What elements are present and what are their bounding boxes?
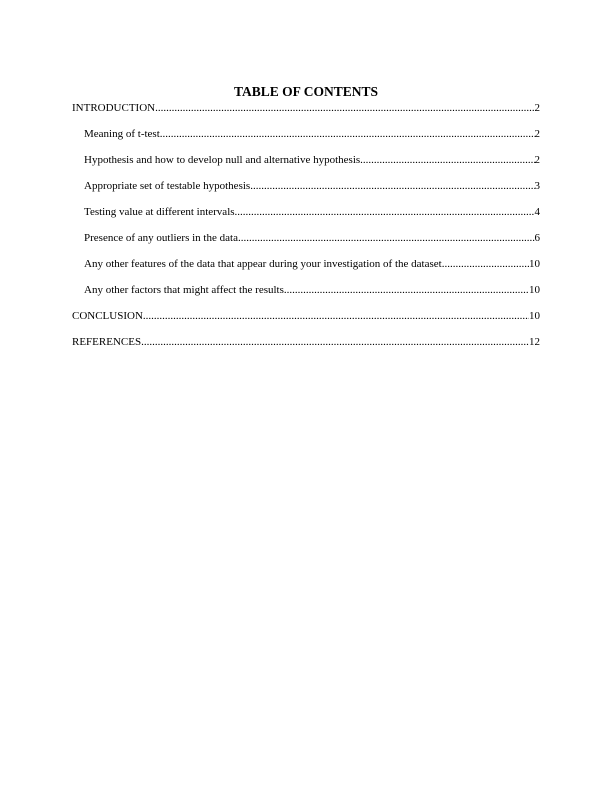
toc-entry-label: CONCLUSION — [72, 310, 143, 322]
toc-dot-leader — [250, 179, 534, 193]
toc-page-number: 10 — [529, 258, 540, 270]
toc-page-number: 2 — [534, 154, 540, 166]
toc-entry-conclusion[interactable] — [72, 309, 540, 335]
toc-dot-leader — [235, 205, 535, 219]
toc-entry-other-features[interactable] — [72, 257, 540, 283]
toc-entry-label: REFERENCES — [72, 336, 142, 348]
toc-page-number: 3 — [534, 180, 540, 192]
toc-title: TABLE OF CONTENTS — [233, 84, 379, 99]
toc-page-number: 2 — [534, 128, 540, 140]
toc-entry-meaning-of-t-test[interactable] — [72, 127, 540, 153]
toc-entry-label: Presence of any outliers in the data — [84, 232, 238, 244]
toc-dot-leader — [141, 335, 529, 349]
toc-entry-testing-value-intervals[interactable] — [72, 205, 540, 231]
toc-page-number: 10 — [529, 310, 540, 322]
toc-dot-leader — [160, 127, 535, 141]
toc-entry-label: Any other features of the data that appear during your investigation of the dataset — [84, 258, 442, 270]
toc-entry-introduction[interactable] — [72, 101, 540, 127]
toc-entry-hypothesis-development[interactable] — [72, 153, 540, 179]
toc-entry-label: INTRODUCTION — [72, 102, 156, 114]
toc-page-number: 4 — [534, 206, 540, 218]
toc-page-number: 10 — [529, 284, 540, 296]
toc-page-number: 6 — [534, 232, 540, 244]
toc-dot-leader — [143, 309, 529, 323]
toc-page-number: 2 — [534, 102, 540, 114]
toc-list — [72, 101, 540, 361]
toc-entry-label: Appropriate set of testable hypothesis — [84, 180, 251, 192]
toc-entry-references[interactable] — [72, 335, 540, 361]
toc-entry-outliers[interactable] — [72, 231, 540, 257]
toc-entry-other-factors[interactable] — [72, 283, 540, 309]
toc-dot-leader — [238, 231, 535, 245]
toc-entry-label: Meaning of t-test — [84, 128, 160, 140]
toc-dot-leader — [442, 257, 529, 271]
toc-entry-label: Any other factors that might affect the results — [84, 284, 284, 296]
toc-entry-testable-hypothesis[interactable] — [72, 179, 540, 205]
toc-entry-label: Testing value at different intervals — [84, 206, 235, 218]
toc-entry-label: Hypothesis and how to develop null and alternative hypothesis — [84, 154, 361, 166]
toc-dot-leader — [155, 101, 534, 115]
toc-page-number: 12 — [529, 336, 540, 348]
toc-dot-leader — [360, 153, 534, 167]
toc-dot-leader — [284, 283, 529, 297]
